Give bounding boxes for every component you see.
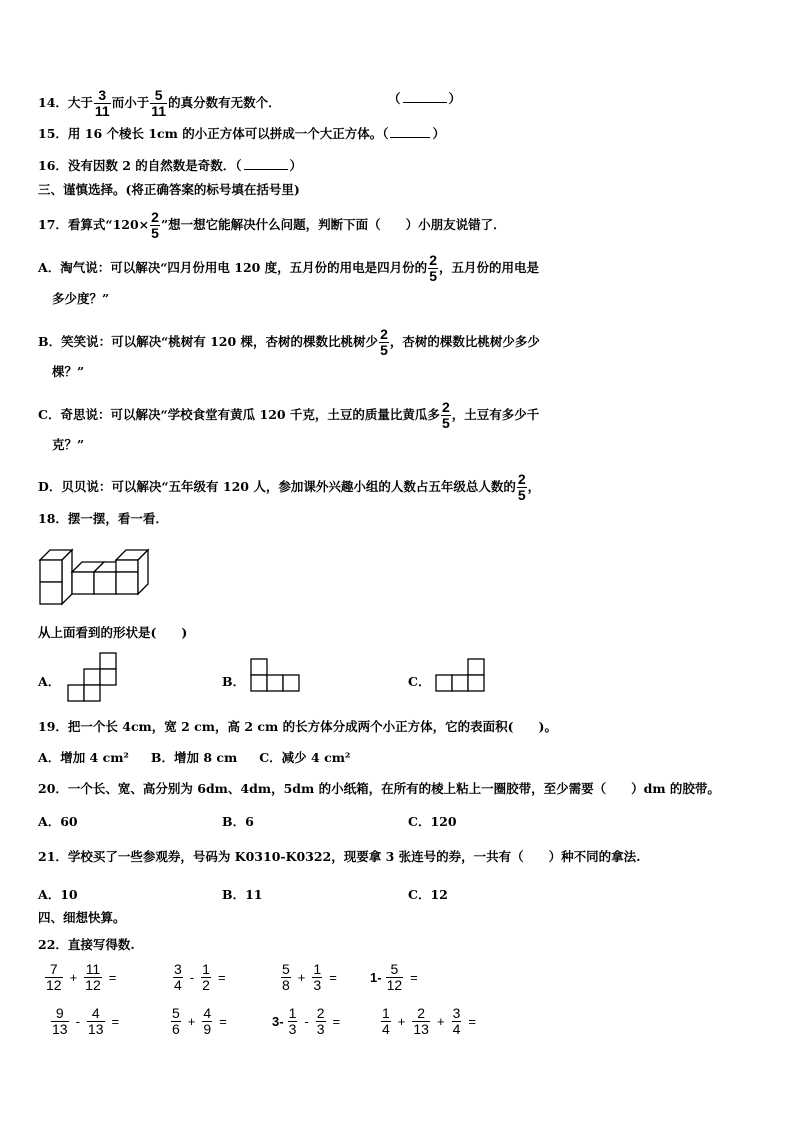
option-17c: C．奇思说：可以解决“学校食堂有黄瓜 120 千克，土豆的质量比黄瓜多 $\frac{2}{5}$ ，土豆有多少千 [38, 399, 540, 431]
options-19 [38, 750, 774, 766]
question-18-ask: 从上面看到的形状是( ) [38, 625, 188, 640]
fraction: $\frac{2}{5}$ [441, 399, 450, 431]
calc-expression-3: $\frac{5}{8}$ + $\frac{1}{3}$ = [282, 961, 337, 993]
top-view-option-a [68, 653, 120, 703]
answer-blank-16[interactable] [244, 157, 288, 170]
question-18: 18．摆一摆，看一看． [38, 511, 168, 526]
calc-expression-6: $\frac{5}{6}$ + $\frac{4}{9}$ = [172, 1005, 227, 1037]
question-20: 20．一个长、宽、高分别为 6dm、4dm，5dm 的小纸箱，在所有的棱上粘上一圈胶带，至少需要（ ）dm 的胶带。 [38, 781, 720, 796]
calc-expression-1: $\frac{7}{12}$ + $\frac{11}{12}$ = [46, 961, 117, 993]
question-19: 19．把一个长 4cm，宽 2 cm，高 2 cm 的长方体分成两个小正方体，它的表面积( )。 [38, 719, 557, 734]
calc-expression-4: 1- $\frac{5}{12}$ = [370, 961, 418, 993]
option-20a[interactable]: A．60 [38, 814, 78, 829]
option-20b[interactable]: B．6 [222, 814, 254, 829]
option-17a-cont: 多少度？” [52, 291, 110, 306]
section-3-heading: 三、谨慎选择。(将正确答案的标号填在括号里) [38, 182, 300, 197]
top-view-option-c [436, 659, 488, 695]
option-17d: D．贝贝说：可以解决“五年级有 120 人，参加课外兴趣小组的人数占五年级总人数的 $\frac{2}{5}$ ， [38, 471, 541, 503]
option-18a-label[interactable]: A． [38, 674, 61, 689]
option-18b-label[interactable]: B． [222, 674, 246, 689]
option-17c-cont: 克？” [52, 437, 85, 452]
cube-stack-figure [40, 548, 140, 606]
fraction: $\frac{2}{5}$ [151, 209, 159, 241]
question-22: 22．直接写得数. [38, 937, 135, 952]
option-19a[interactable]: A．增加 4 cm² [38, 750, 129, 765]
answer-blank-14[interactable]: （ ） [388, 91, 462, 106]
calc-expression-5: $\frac{9}{13}$ - $\frac{4}{13}$ = [52, 1005, 120, 1037]
question-15: 15．用 16 个棱长 1cm 的小正方体可以拼成一个大正方体。（ ） [38, 126, 445, 141]
option-21b[interactable]: B．11 [222, 887, 263, 902]
option-17b-cont: 棵？” [52, 364, 85, 379]
option-17b: B．笑笑说：可以解决“桃树有 120 棵，杏树的棵数比桃树少 $\frac{2}{5}$ ，杏树的棵数比桃树少多少 [38, 326, 540, 358]
fraction: $\frac{2}{5}$ [517, 471, 526, 503]
option-19c[interactable]: C．减少 4 cm² [259, 750, 351, 765]
option-19b[interactable]: B．增加 8 cm [150, 750, 238, 765]
fraction: $\frac{2}{5}$ [429, 252, 437, 284]
question-16: 16．没有因数 2 的自然数是奇数．（ ） [38, 158, 303, 173]
question-17: 17．看算式“120× $\frac{2}{5}$ ”想一想它能解决什么问题，判断下面（ ）小朋友说错了． [38, 209, 506, 241]
question-21: 21．学校买了一些参观券，号码为 K0310-K0322，现要拿 3 张连号的券，一共有（ ）种不同的拿法. [38, 849, 641, 864]
option-18c-label[interactable]: C． [408, 674, 431, 689]
section-4-heading: 四、细想快算。 [38, 910, 126, 925]
option-20c[interactable]: C．120 [408, 814, 457, 829]
fraction: $\frac{5}{11}$ [151, 87, 167, 119]
option-21c[interactable]: C．12 [408, 887, 448, 902]
fraction: $\frac{2}{5}$ [380, 326, 388, 358]
option-21a[interactable]: A．10 [38, 887, 78, 902]
calc-expression-7: 3- $\frac{1}{3}$ - $\frac{2}{3}$ = [272, 1005, 341, 1037]
top-view-option-b [251, 659, 303, 695]
calc-expression-2: $\frac{3}{4}$ - $\frac{1}{2}$ = [174, 961, 226, 993]
question-14: 14．大于 $\frac{3}{11}$ 而小于 $\frac{5}{11}$ 的真分数有无数个． [38, 87, 281, 119]
fraction: $\frac{3}{11}$ [94, 87, 110, 119]
option-17a: A．淘气说：可以解决“四月份用电 120 度，五月份的用电是四月份的 $\frac{2}{5}$ ，五月份的用电是 [38, 252, 539, 284]
answer-blank-15[interactable] [390, 125, 430, 138]
calc-expression-8: $\frac{1}{4}$ + $\frac{2}{13}$ + $\frac{3}{4}$ = [382, 1005, 476, 1037]
